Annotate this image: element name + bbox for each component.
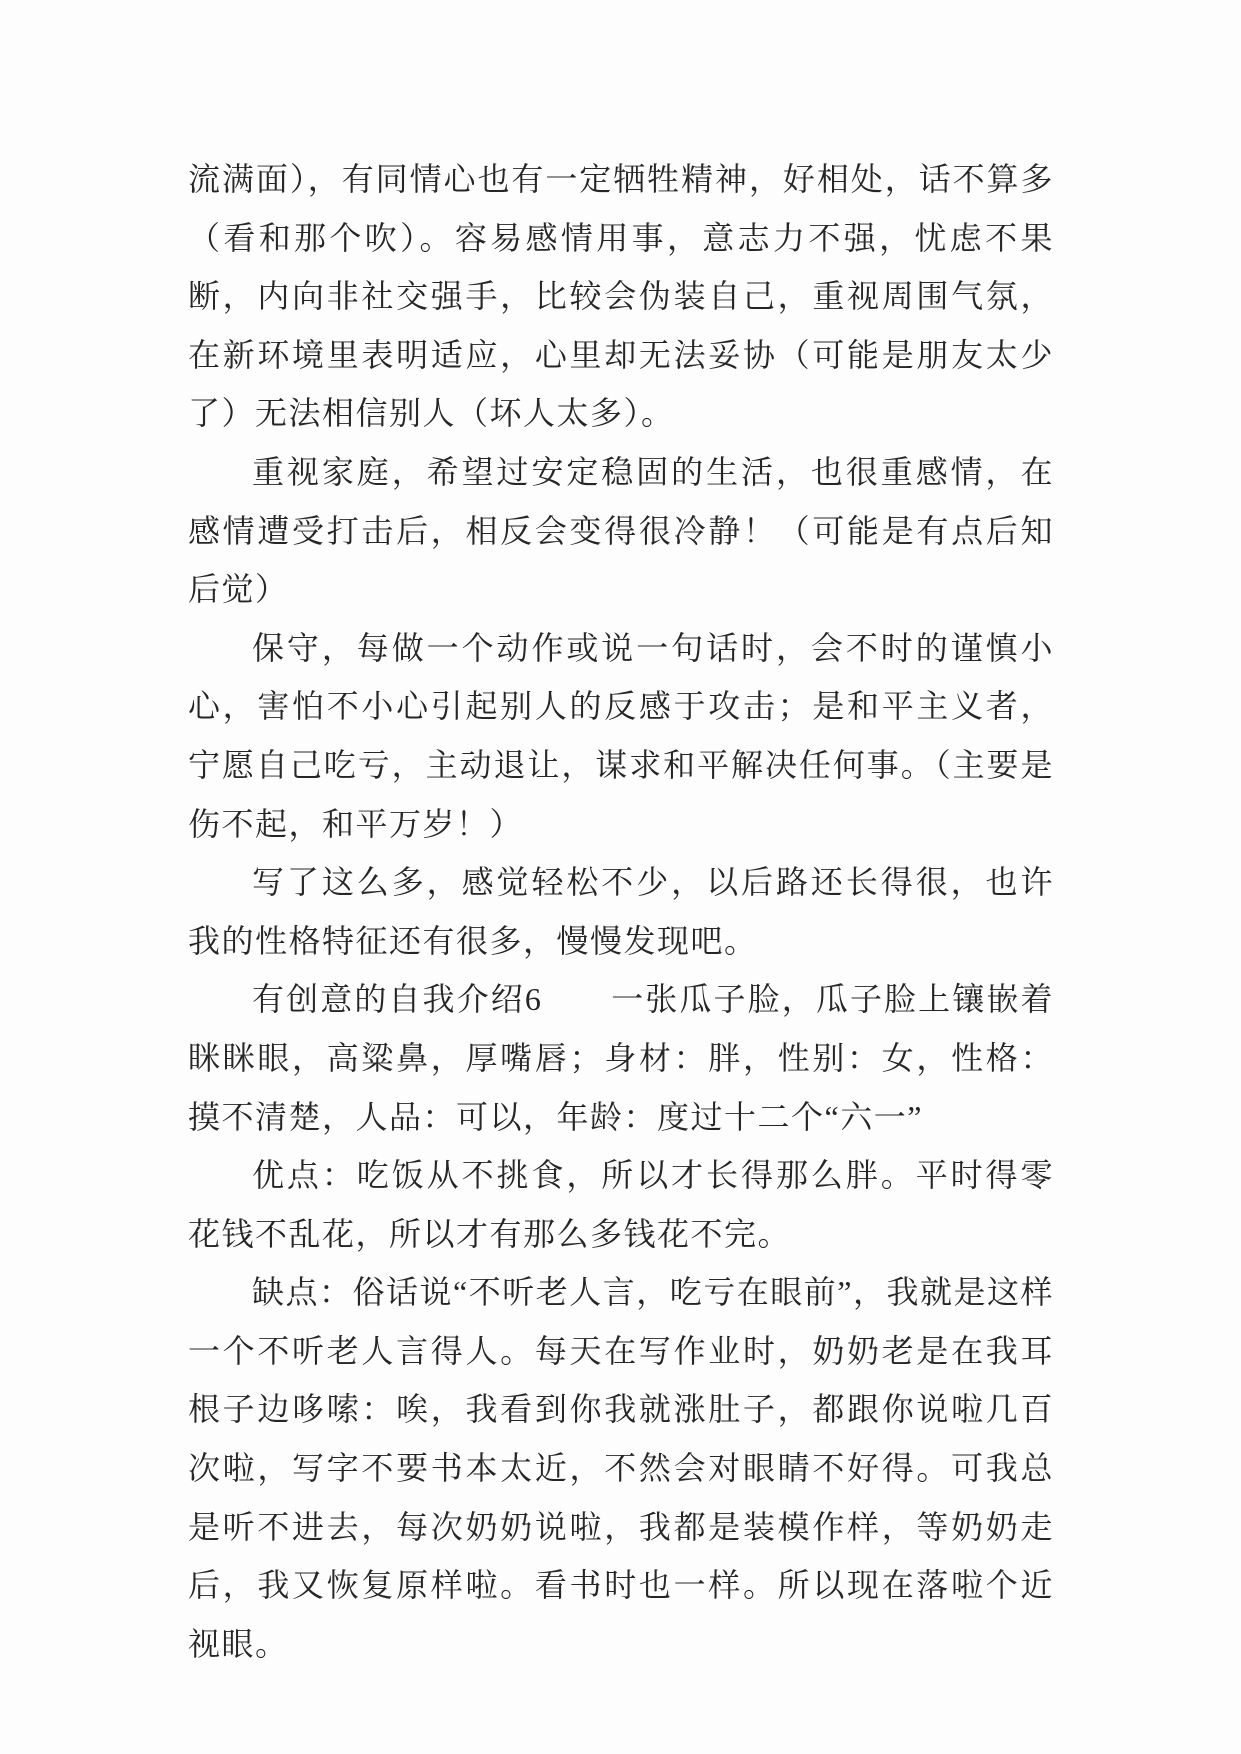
paragraph: 有创意的自我介绍6 一张瓜子脸，瓜子脸上镶嵌着眯眯眼，高粱鼻，厚嘴唇；身材：胖，性别：女，性格：摸不清楚，人品：可以，年龄：度过十二个“六一” [188, 981, 1054, 1135]
paragraph: 保守，每做一个动作或说一句话时，会不时的谨慎小心，害怕不小心引起别人的反感于攻击；是和平主义者，宁愿自己吃亏，主动退让，谋求和平解决任何事。（主要是伤不起，和平万岁！） [188, 629, 1054, 842]
paragraph: 写了这么多，感觉轻松不少，以后路还长得很，也许我的性格特征还有很多，慢慢发现吧。 [188, 864, 1054, 959]
paragraph: 缺点：俗话说“不听老人言，吃亏在眼前”，我就是这样一个不听老人言得人。每天在写作业时，奶奶老是在我耳根子边哆嗦：唉，我看到你我就涨肚子，都跟你说啦几百次啦，写字不要书本太近，不然会对眼睛不好得。可我总是听不进去，每次奶奶说啦，我都是装模作样，等奶奶走后，我又恢复原样啦。看书时也一样。所以现在落啦个近视眼。 [188, 1274, 1054, 1662]
paragraph: 重视家庭，希望过安定稳固的生活，也很重感情，在感情遭受打击后，相反会变得很冷静！（可能是有点后知后觉） [188, 453, 1054, 608]
text-body [188, 150, 1054, 1673]
paragraph: 流满面），有同情心也有一定牺牲精神，好相处，话不算多（看和那个吹）。容易感情用事，意志力不强，忧虑不果断，内向非社交强手，比较会伪装自己，重视周围气氛，在新环境里表明适应，心里却无法妥协（可能是朋友太少了）无法相信别人（坏人太多）。 [188, 161, 1054, 432]
paragraph: 优点：吃饭从不挑食，所以才长得那么胖。平时得零花钱不乱花，所以才有那么多钱花不完。 [188, 1157, 1054, 1252]
